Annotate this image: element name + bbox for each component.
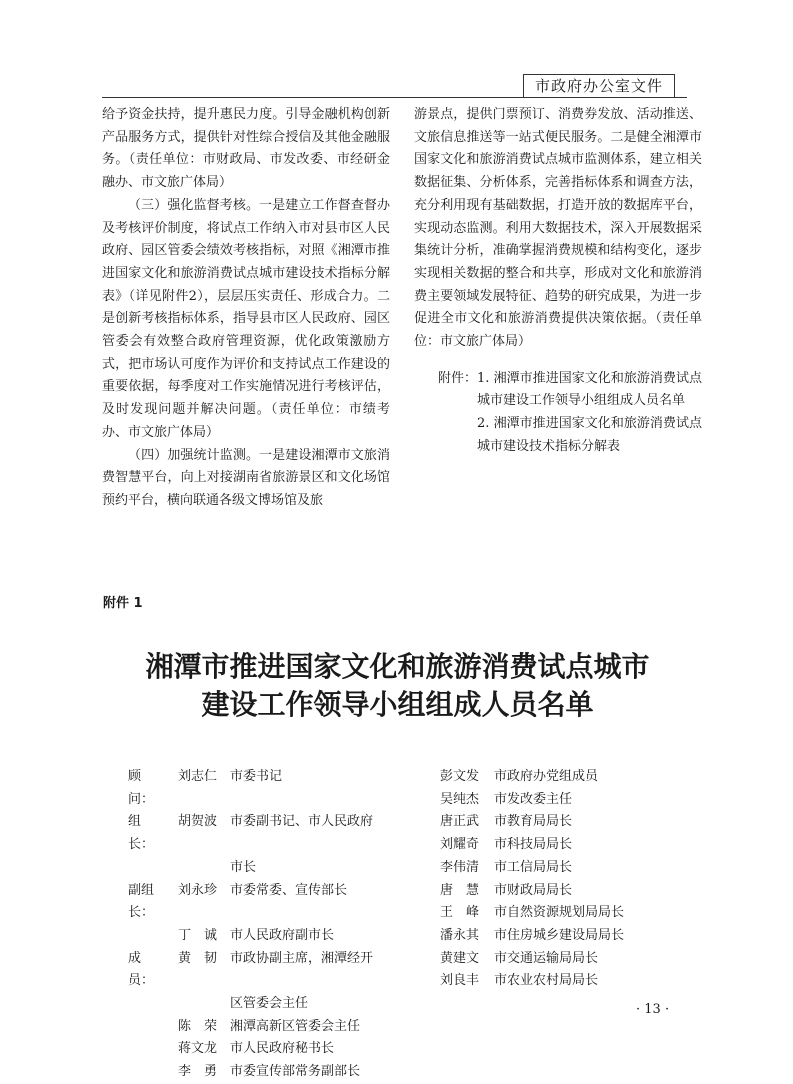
member-row — [128, 766, 398, 811]
member-position: 市委常委、宣传部长 — [230, 882, 348, 898]
title-line: 建设工作领导小组组成人员名单 — [201, 688, 594, 721]
section-tag: 市政府办公室文件 — [523, 74, 675, 98]
member-role: 副组长： — [128, 882, 155, 921]
member-row — [128, 1016, 398, 1039]
member-name: 刘耀奇 — [440, 837, 480, 853]
member-name: 蒋文龙 — [178, 1041, 218, 1057]
member-role: 组 长： — [128, 814, 155, 853]
member-position: 市工信局局长 — [494, 859, 573, 875]
member-position: 市人民政府副市长 — [230, 927, 335, 943]
member-role — [128, 925, 178, 948]
member-row — [440, 880, 690, 903]
members-list-right — [440, 766, 690, 993]
attachment-item: 1. 湘潭市推进国家文化和旅游消费试点城市建设工作领导小组组成人员名单 — [477, 370, 702, 409]
member-name: 刘志仁 — [178, 769, 218, 784]
member-position: 市住房城乡建设局局长 — [494, 927, 625, 943]
member-row — [440, 902, 690, 925]
member-row — [128, 993, 398, 1016]
title-line: 湘潭市推进国家文化和旅游消费试点城市 — [145, 650, 650, 683]
member-row — [128, 1061, 398, 1084]
member-name: 李伟清 — [440, 859, 480, 875]
member-name: 潘永其 — [440, 927, 480, 943]
member-name: 胡贺波 — [178, 814, 218, 830]
member-position: 市人民政府秘书长 — [230, 1041, 335, 1057]
member-name: 李 勇 — [178, 1064, 218, 1080]
member-name: 唐正武 — [440, 814, 480, 830]
member-role — [128, 1061, 178, 1084]
left-text-column — [102, 104, 390, 513]
member-row — [440, 834, 690, 857]
member-name: 刘永珍 — [178, 882, 218, 898]
member-name: 丁 诚 — [178, 927, 218, 943]
page-title — [100, 648, 695, 724]
paragraph: 给予资金扶持，提升惠民力度。引导金融机构创新产品服务方式，提供针对性综合授信及其他金融服务。（责任单位：市财政局、市发改委、市经研金融办、市文旅广体局） — [102, 107, 390, 191]
member-row — [128, 857, 398, 880]
attachment-item: 2. 湘潭市推进国家文化和旅游消费试点城市建设技术指标分解表 — [477, 416, 702, 454]
member-name: 彭文发 — [440, 769, 480, 784]
member-position: 市自然资源规划局局长 — [494, 905, 625, 921]
member-role: 顾 问： — [128, 769, 155, 807]
paragraph: （三）强化监督考核。一是建立工作督查督办及考核评价制度，将试点工作纳入市对县市区人民政府、园区管委会绩效考核指标，对照《湘潭市推进国家文化和旅游消费试点城市建设技术指标分解表》（详见附件2），层层压实责任、形成合力。二是创新考核指标体系，指导县市区人民政府、园区管委会有效整合政府管理资源，优化政策激励方式，把市场认可度作为评价和支持试点工作建设的重要依据，每季度对工作实施情况进行考核评估，及时发现问题并解决问题。（责任单位：市绩考办、市文旅广体局） — [102, 197, 390, 440]
right-text-column — [414, 104, 702, 459]
paragraph: 游景点，提供门票预订、消费券发放、活动推送、文旅信息推送等一站式便民服务。二是健全湘潭市国家文化和旅游消费试点城市监测体系，建立相关数据征集、分析体系，完善指标体系和调查方法，充分利用现有基础数据，打造开放的数据库平台，实现动态监测。利用大数据技术，深入开展数据采集统计分析，准确掌握消费规模和结构变化，逐步实现相关数据的整合和共享，形成对文化和旅游消费主要领域发展特征、趋势的研究成果，为进一步促进全市文化和旅游消费提供决策依据。（责任单位：市文旅广体局） — [414, 107, 702, 350]
member-row — [440, 970, 690, 993]
member-role — [128, 1016, 178, 1039]
member-role — [128, 857, 178, 880]
member-row — [440, 857, 690, 880]
member-role: 成 员： — [128, 950, 155, 989]
member-position: 市委宣传部常务副部长 — [230, 1064, 361, 1080]
header-rule — [102, 97, 687, 98]
member-row — [440, 925, 690, 948]
member-row — [128, 880, 398, 925]
member-position: 市政府办党组成员 — [494, 769, 599, 784]
member-row — [128, 1038, 398, 1061]
member-position: 区管委会主任 — [230, 996, 309, 1012]
member-name: 刘良丰 — [440, 973, 480, 989]
member-row — [128, 948, 398, 993]
member-row — [440, 811, 690, 834]
member-name: 黄 韧 — [178, 950, 218, 966]
member-role — [128, 1038, 178, 1061]
member-position: 市委书记 — [230, 769, 283, 784]
member-position: 市财政局局长 — [494, 882, 573, 898]
members-list-left — [128, 766, 398, 1084]
member-row — [440, 948, 690, 971]
member-position: 市政协副主席，湘潭经开 — [230, 950, 374, 966]
member-position: 市发改委主任 — [494, 791, 573, 807]
member-name: 吴纯杰 — [440, 791, 480, 807]
member-name: 王 峰 — [440, 905, 480, 921]
member-position: 市委副书记、市人民政府 — [230, 814, 374, 830]
annex-label: 附件 1 — [103, 596, 143, 611]
member-role — [128, 993, 178, 1016]
member-row — [128, 925, 398, 948]
member-name — [178, 993, 230, 1016]
member-position: 市长 — [230, 859, 257, 875]
member-row — [440, 789, 690, 812]
paragraph: （四）加强统计监测。一是建设湘潭市文旅消费智慧平台，向上对接湖南省旅游景区和文化场馆预约平台，横向联通各级文博场馆及旅 — [102, 447, 390, 508]
member-name: 黄建文 — [440, 950, 480, 966]
member-row — [440, 766, 690, 789]
attachments-list — [414, 368, 702, 459]
member-position: 市交通运输局局长 — [494, 950, 599, 966]
member-position: 市科技局局长 — [494, 837, 573, 853]
member-name: 陈 荣 — [178, 1018, 218, 1034]
member-position: 湘潭高新区管委会主任 — [230, 1018, 361, 1034]
member-position: 市教育局局长 — [494, 814, 573, 830]
page-number: · 13 · — [636, 1002, 670, 1017]
member-name — [178, 857, 230, 880]
member-name: 唐 慧 — [440, 882, 480, 898]
member-position: 市农业农村局局长 — [494, 973, 599, 989]
attachments-label: 附件： — [438, 370, 478, 386]
member-row — [128, 811, 398, 856]
